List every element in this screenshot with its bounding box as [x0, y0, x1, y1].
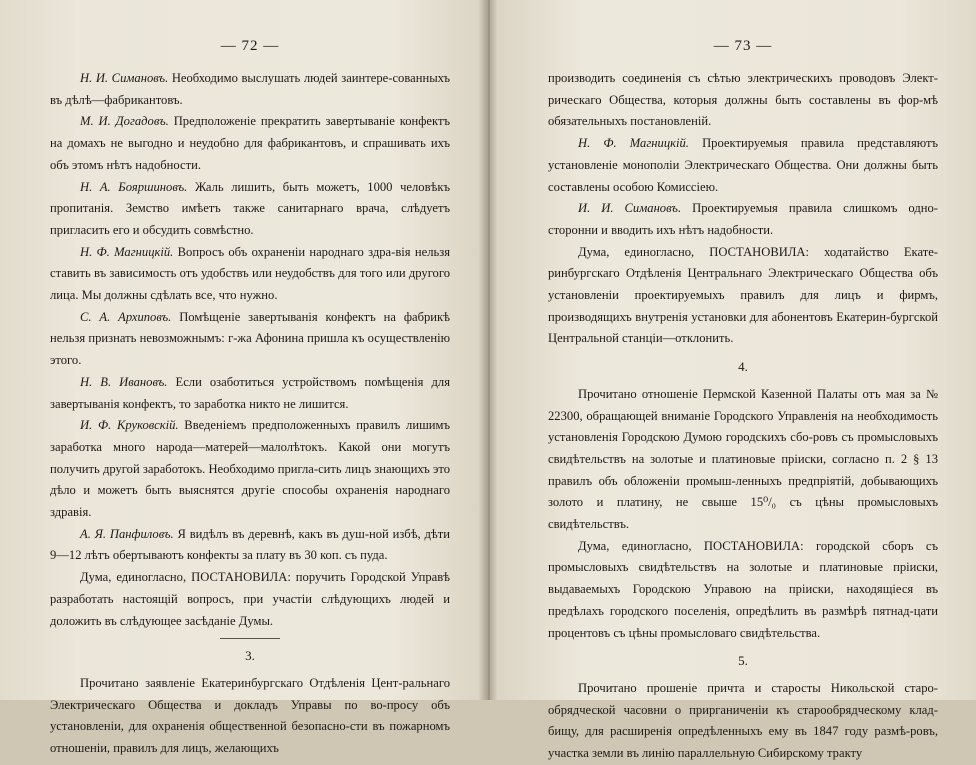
- speaker-name: Н. А. Бояршиновъ.: [80, 179, 188, 194]
- resolution-text: Дума, единогласно, ПОСТАНОВИЛА: поручить Городской Управѣ разработать настоящій вопросъ, при участіи слѣдующихъ людей и доложить въ слѣдующее засѣданіе Думы.: [50, 570, 450, 628]
- section-number: 4.: [738, 359, 748, 375]
- speech-text: Помѣщеніе завертыванія конфектъ на фабрикѣ нельзя признать невозможнымъ: г-жа Афонина пришла къ осуществленію этого.: [50, 309, 451, 368]
- book-gutter: [488, 0, 490, 700]
- speech-text: Вопросъ объ охраненіи народнаго здра-вія нельзя ставить въ зависимость отъ удобствъ или неудобствъ для того или другого лица. Мы должны сдѣлать все, что нужно.: [50, 244, 450, 303]
- continued-paragraph: [548, 68, 938, 133]
- resolution-paragraph: [548, 242, 938, 351]
- speaker-name: С. А. Архиповъ.: [80, 309, 172, 324]
- speech-text: Если озаботиться устройствомъ помѣщенія для завертыванія конфектъ, то заработка никто не лишится.: [50, 374, 450, 411]
- speech-paragraph: [50, 372, 450, 415]
- speech-paragraph: [50, 68, 450, 111]
- speech-paragraph: [548, 133, 938, 198]
- speech-text: Жаль лишить, быть можетъ, 1000 человѣкъ пропитанія. Земство имѣетъ также санитарнаго врача, слѣдуетъ пригласить его и обсудить совмѣстно.: [50, 179, 450, 237]
- section-divider: [220, 638, 280, 639]
- speech-paragraph: [50, 111, 450, 176]
- speech-paragraph: [548, 198, 938, 241]
- section-paragraph: Прочитано заявленіе Екатеринбургскаго Отдѣленія Цент-ральнаго Электрическаго Общества и докладъ Управы по во-просу объ установленіи, для охраненія общественной безопасно-сти въ пожарномъ отношеніи, правилъ для лицъ, желающихъ: [50, 675, 450, 756]
- right-page: [548, 0, 939, 761]
- speech-text: Предположеніе прекратить завертываніе конфектъ на домахъ не выгодно и неудобно для фабрикантовъ, и спрашивать ихъ объ этомъ нѣтъ надобности.: [50, 114, 450, 172]
- resolution-paragraph: [50, 567, 450, 632]
- speaker-name: А. Я. Панфиловъ.: [80, 526, 174, 541]
- speech-paragraph: [50, 415, 450, 524]
- speech-text: Проектируемыя правила слишкомъ одно-сторонни и вводить ихъ нѣтъ надобности.: [548, 201, 938, 237]
- speaker-name: И. Ф. Круковскій.: [80, 418, 179, 433]
- resolution-paragraph: Дума, единогласно, ПОСТАНОВИЛА: городской сборъ съ промысловыхъ свидѣтельствъ на золотые и платиновые пріиски, выдаваемыхъ Городскою Управою на пріиски, находящіеся въ предѣлахъ городского поселенія, опредѣлить въ размѣрѣ пятнад-цати процентовъ съ цѣны промысловаго свидѣтельства.: [548, 538, 938, 640]
- speaker-name: Н. Ф. Магницкій.: [80, 244, 174, 259]
- speech-paragraph: [50, 307, 450, 372]
- speaker-name: Н. И. Симановъ.: [80, 71, 169, 85]
- page-number-left: — 72 —: [220, 38, 280, 54]
- speech-text: производить соединенія съ сѣтью электрическихъ проводовъ Элект-рическаго Общества, которыя должны быть составлены въ фор-мѣ обязательныхъ постановленій.: [548, 71, 938, 129]
- left-page: [50, 0, 451, 756]
- speech-paragraph: [50, 242, 450, 307]
- resolution-text: Дума, единогласно, ПОСТАНОВИЛА: ходатайство Екате-ринбургскаго Отдѣленія Центральнаго Электрическаго Общества объ установленіи проектируемыхъ правилъ для лицъ и фирмъ, производящихъ внутренія установки для абонентовъ Екатерин-бургской Центральной станціи—отклонить.: [548, 244, 938, 346]
- section-number: 3.: [245, 648, 255, 664]
- section-paragraph: Прочитано прошеніе причта и старосты Никольской старо-обрядческой часовни о прирганиченіи къ старообрядческому клад-бищу, для расширенія опредѣленныхъ ему въ 1847 году размѣ-ровъ, участка земли въ линію параллельную Сибирскому тракту: [548, 680, 938, 761]
- section-paragraph: Прочитано отношеніе Пермской Казенной Палаты отъ мая за № 22300, обращающей вниманіе Городского Управленія на необходимость установленія Городскою Думою городскихъ сбо-ровъ съ промысловыхъ свидѣтельствъ на золотые и платиновые пріиски, согласно п. 2 § 13 правилъ объ обложеніи промыш-ленныхъ предпріятій, добывающихъ золото и платину, не свыше 15⁰/₀ съ цѣны промысловыхъ свидѣтельствъ.: [548, 386, 938, 532]
- page-number-right: — 73 —: [713, 38, 773, 54]
- speech-text: Введеніемъ предположенныхъ правилъ лишимъ заработка много народа—матерей—малолѣтокъ. Какой они могутъ получить другой заработокъ. Необходимо пригла-сить лицъ знающихъ это дѣло и можетъ быть выяснятся другіе способы охраненія народнаго здравія.: [50, 418, 450, 520]
- section-number: 5.: [738, 653, 748, 669]
- speaker-name: М. И. Догадовъ.: [80, 114, 169, 129]
- speech-paragraph: [50, 177, 450, 242]
- speech-text: Я видѣлъ въ деревнѣ, какъ въ душ-ной избѣ, дѣти 9—12 лѣтъ обертываютъ конфекты за плату въ 30 коп. съ пуда.: [50, 526, 450, 563]
- speaker-name: И. И. Симановъ.: [578, 201, 682, 216]
- speaker-name: Н. Ф. Магницкій.: [578, 136, 689, 151]
- speaker-name: Н. В. Ивановъ.: [80, 374, 168, 389]
- speech-text: Проектируемыя правила представляютъ установленіе монополіи Электрическаго Общества. Они должны быть составлены особою Комиссіею.: [548, 136, 939, 194]
- speech-paragraph: [50, 524, 450, 567]
- speech-text: Необходимо выслушать людей заинтере-сованныхъ въ дѣлѣ—фабрикантовъ.: [50, 71, 450, 107]
